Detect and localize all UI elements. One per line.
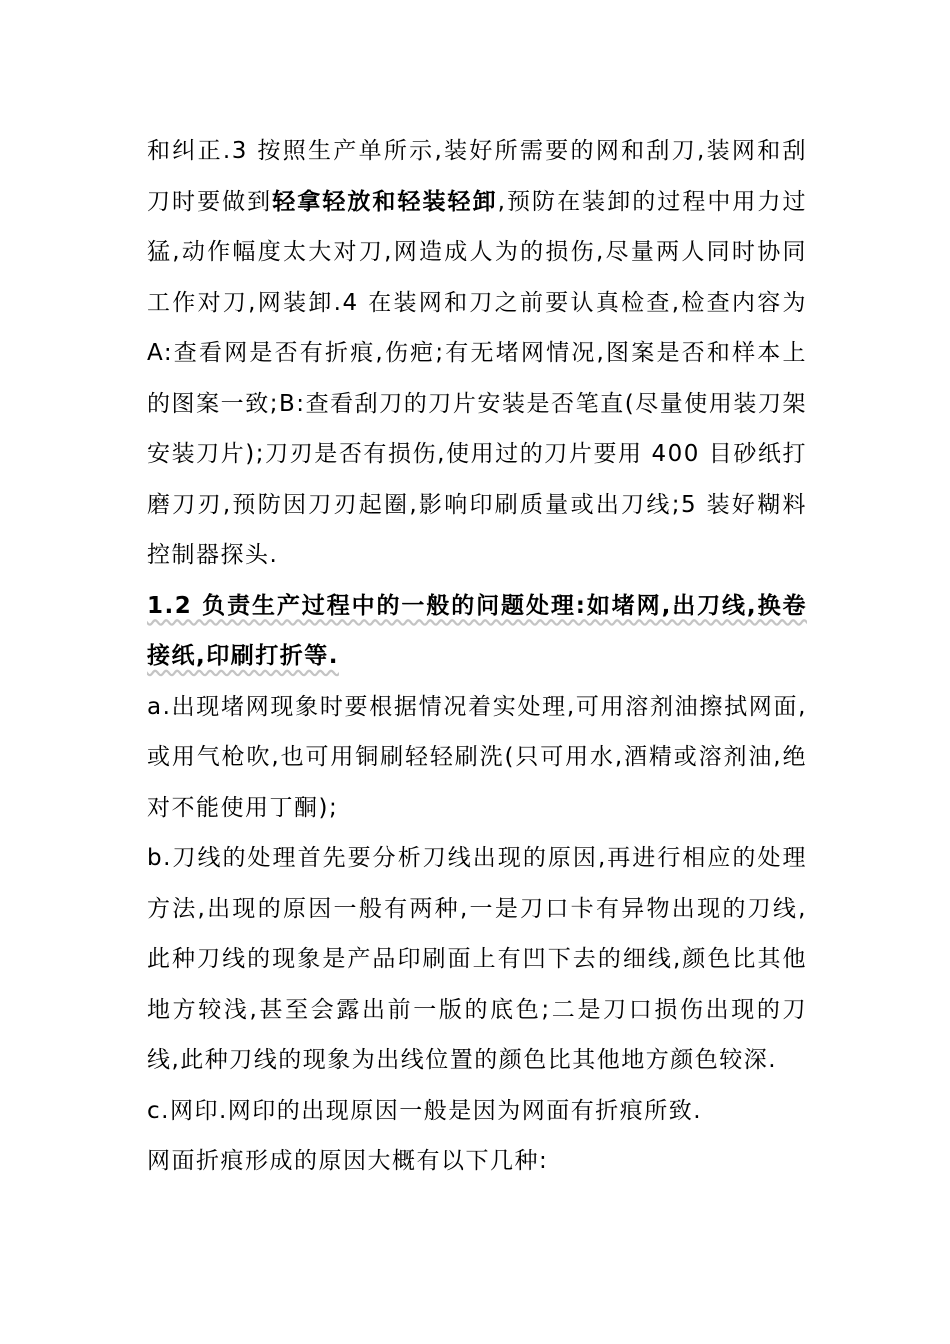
emphasis-text: 轻拿轻放和轻装轻卸	[272, 188, 498, 215]
paragraph-installation	[147, 126, 807, 581]
list-item-b: b.刀线的处理首先要分析刀线出现的原因,再进行相应的处理方法,出现的原因一般有两种,一是刀口卡有异物出现的刀线,此种刀线的现象是产品印刷面上有凹下去的细线,颜色比其他地方较浅,甚至会露出前一版的底色;二是刀口损伤出现的刀线,此种刀线的现象为出线位置的颜色比其他地方颜色较深.	[147, 845, 807, 1073]
list-item-a: a.出现堵网现象时要根据情况着实处理,可用溶剂油擦拭网面,或用气枪吹,也可用铜刷轻轻刷洗(只可用水,酒精或溶剂油,绝对不能使用丁酮);	[147, 693, 807, 821]
section-heading: 1.2 负责生产过程中的一般的问题处理:如堵网,出刀线,换卷接纸,印刷打折等.	[147, 592, 807, 669]
document-body	[147, 126, 807, 1187]
paragraph-text: 和纠正.3 按照生产单所示,装好所需要的网和刮刀,装网和刮刀时要做到	[147, 138, 807, 215]
paragraph-text: ,预防在装卸的过程中用力过猛,动作幅度太大对刀,网造成人为的损伤,尽量两人同时协同工作对刀,网装卸.4 在装网和刀之前要认真检查,检查内容为 A:查看网是否有折痕,伤疤;有无堵网情况,图案是否和样本上的图案一致;B:查看刮刀的刀片安装是否笔直(尽量使用装刀架安装刀片);刀刃是否有损伤,使用过的刀片要用 400 目砂纸打磨刀刃,预防因刀刃起圈,影响印刷质量或出刀线;5 装好糊料控制器探头.	[147, 188, 808, 568]
paragraph-causes-intro: 网面折痕形成的原因大概有以下几种:	[147, 1148, 549, 1174]
list-item-c: c.网印.网印的出现原因一般是因为网面有折痕所致.	[147, 1097, 703, 1124]
